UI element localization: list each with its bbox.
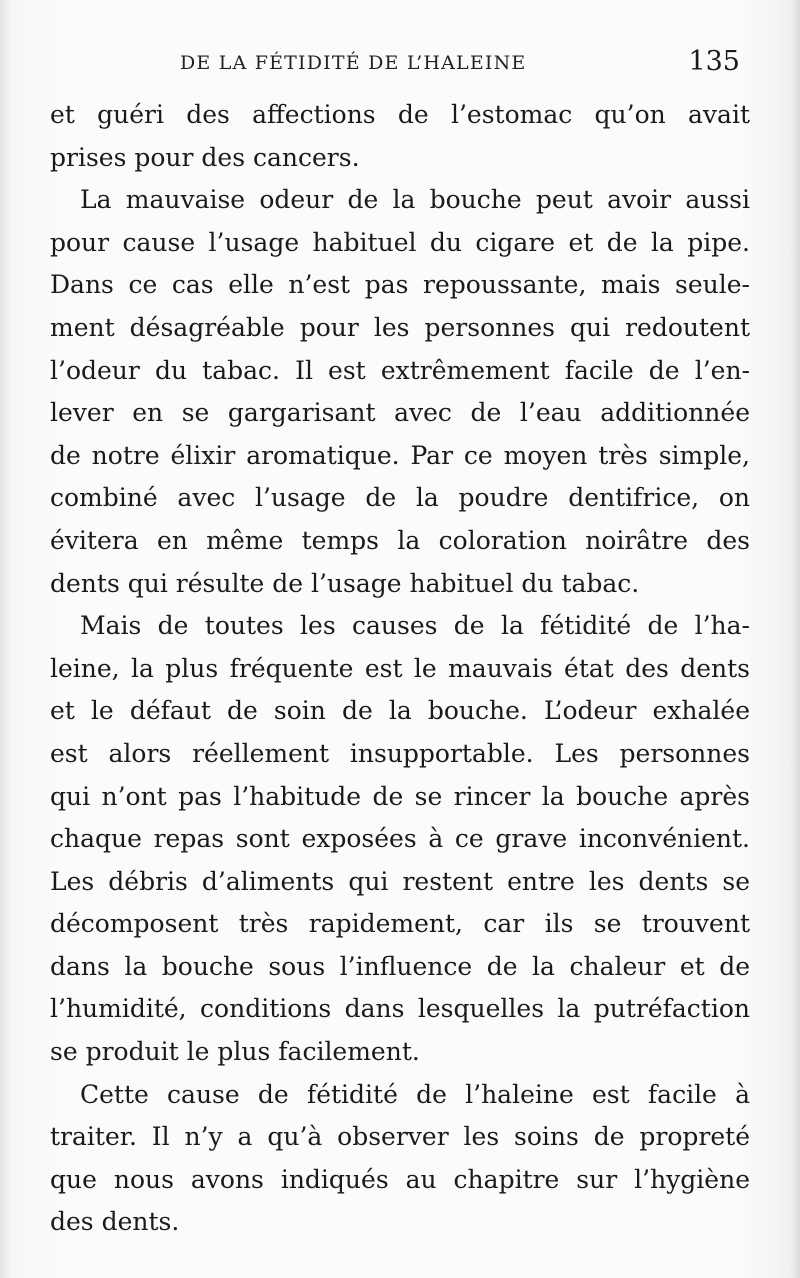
text-line: Mais de toutes les causes de la fétidité de l’ha- <box>80 611 750 641</box>
text-line: décomposent très rapidement, car ils se trouvent <box>50 909 750 939</box>
text-line: l’humidité, conditions dans lesquelles la putréfaction <box>50 994 750 1024</box>
text-line: dans la bouche sous l’influence de la chaleur et de <box>50 951 750 981</box>
paragraph-2 <box>50 179 750 605</box>
text-line: qui n’ont pas l’habitude de se rincer la bouche après <box>50 781 750 811</box>
text-line: évitera en même temps la coloration noirâtre des <box>50 525 750 555</box>
paragraph-4 <box>50 1074 750 1244</box>
text-line: que nous avons indiqués au chapitre sur l’hygiène <box>50 1164 750 1194</box>
text-line: et le défaut de soin de la bouche. L’odeur exhalée <box>50 696 750 726</box>
body-text <box>50 94 750 1244</box>
text-line: La mauvaise odeur de la bouche peut avoir aussi <box>80 185 750 215</box>
text-line: de notre élixir aromatique. Par ce moyen très simple, <box>50 440 750 470</box>
text-line: l’odeur du tabac. Il est extrêmement facile de l’en- <box>50 355 750 385</box>
text-line: et guéri des affections de l’estomac qu’on avait <box>50 100 750 129</box>
text-line: dents qui résulte de l’usage habituel du tabac. <box>50 568 640 598</box>
paragraph-1 <box>50 94 750 179</box>
text-line: se produit le plus facilement. <box>50 1037 420 1067</box>
page-number: 135 <box>688 46 740 77</box>
text-line: Les débris d’aliments qui restent entre les dents se <box>50 866 750 896</box>
text-line: pour cause l’usage habituel du cigare et de la pipe. <box>50 227 750 257</box>
text-line: chaque repas sont exposées à ce grave inconvénient. <box>50 824 750 854</box>
text-line: Cette cause de fétidité de l’haleine est facile à <box>80 1079 750 1109</box>
text-line: des dents. <box>50 1207 180 1237</box>
text-line: traiter. Il n’y a qu’à observer les soins de propreté <box>50 1122 750 1152</box>
paragraph-3 <box>50 605 750 1074</box>
text-line: prises pour des cancers. <box>50 142 360 172</box>
running-title: DE LA FÉTIDITÉ DE L’HALEINE <box>180 52 527 74</box>
text-line: leine, la plus fréquente est le mauvais état des dents <box>50 653 750 683</box>
text-line: lever en se gargarisant avec de l’eau additionnée <box>50 398 750 428</box>
text-line: Dans ce cas elle n’est pas repoussante, mais seule- <box>50 270 750 300</box>
text-line: est alors réellement insupportable. Les personnes <box>50 738 750 768</box>
running-head <box>50 46 740 80</box>
text-line: ment désagréable pour les personnes qui redoutent <box>50 312 750 342</box>
text-line: combiné avec l’usage de la poudre dentifrice, on <box>50 483 750 513</box>
